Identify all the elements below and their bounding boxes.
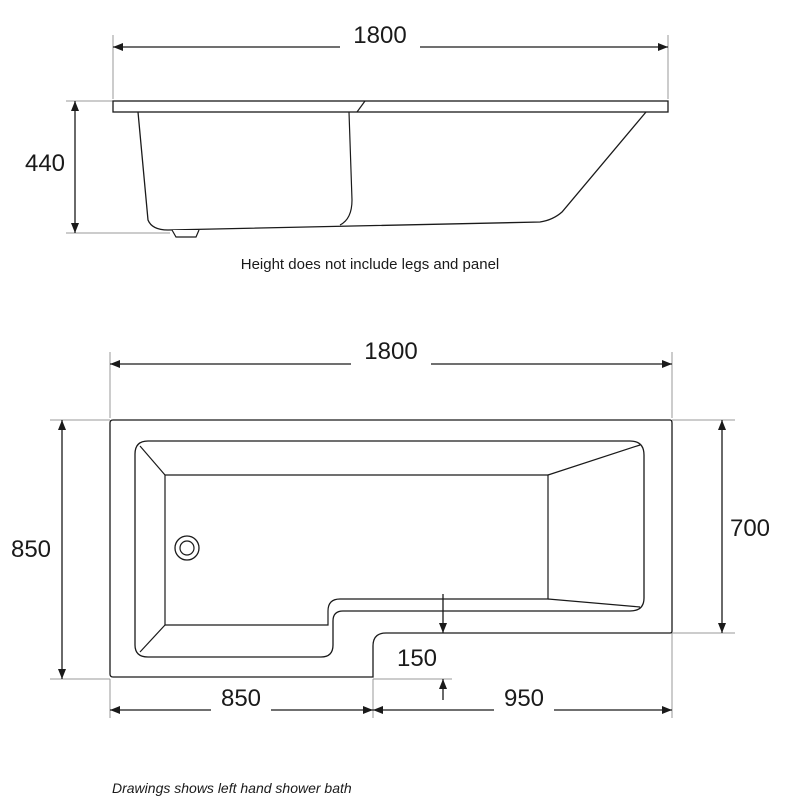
bath-body-outline (138, 112, 646, 230)
side-view (18, 22, 668, 273)
height-note: Height does not include legs and panel (240, 256, 500, 273)
plan-view (4, 338, 780, 718)
plan-right-section-label: 950 (503, 685, 545, 712)
bath-inner-basin-line (340, 112, 352, 225)
bath-rim (113, 101, 668, 112)
plan-right-width-label: 700 (729, 515, 771, 542)
waste-outlet-inner (180, 541, 194, 555)
drawing-caption: Drawings shows left hand shower bath (112, 780, 352, 796)
waste-outlet (172, 230, 199, 237)
plan-left-width-label: 850 (10, 536, 52, 563)
slope-line-top-right (548, 445, 640, 475)
side-height-label: 440 (24, 150, 66, 177)
plan-left-section-label: 850 (220, 685, 262, 712)
side-length-label: 1800 (353, 22, 407, 49)
slope-line-top-left (140, 446, 165, 475)
bath-basin-floor (165, 475, 548, 625)
plan-step-label: 150 (396, 645, 438, 672)
slope-line-bottom-left (140, 625, 165, 652)
slope-line-bottom-right (548, 599, 640, 607)
plan-length-label: 1800 (364, 338, 418, 365)
